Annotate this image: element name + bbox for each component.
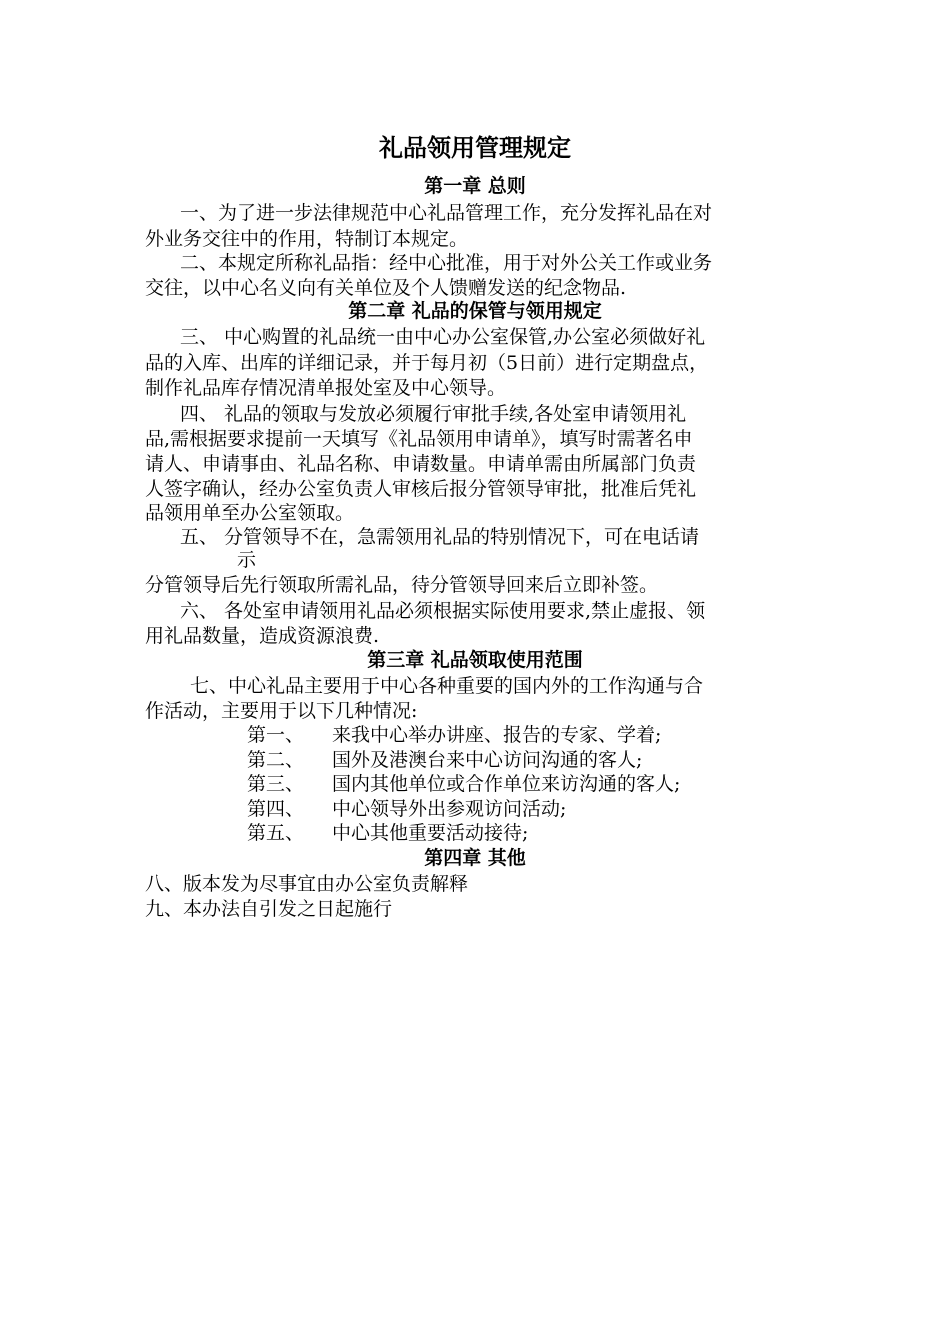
list-item-3-number: 第三、 — [247, 773, 305, 795]
clause-8-line-1: 八、版本发为尽事宜由办公室负责解释 — [145, 873, 469, 895]
clause-5-line-1: 五、 分管领导不在，急需领用礼品的特别情况下，可在电话请 — [180, 526, 700, 548]
list-item-4-text: 中心领导外出参观访问活动; — [332, 798, 567, 820]
list-item-2-number: 第二、 — [247, 749, 305, 771]
clause-2-line-2: 交往，以中心名义向有关单位及个人馈赠发送的纪念物品. — [145, 277, 627, 299]
chapter-3-heading: 第三章 礼品领取使用范围 — [367, 649, 583, 671]
clause-6-line-2: 用礼品数量，造成资源浪费. — [145, 625, 380, 647]
list-item-5-text: 中心其他重要活动接待; — [332, 822, 529, 844]
clause-2-line-1: 二、本规定所称礼品指：经中心批准，用于对外公关工作或业务 — [180, 252, 713, 274]
document-title: 礼品领用管理规定 — [379, 134, 571, 162]
clause-3-line-2: 品的入库、出库的详细记录，并于每月初（5日前）进行定期盘点， — [145, 352, 709, 374]
clause-4-line-1: 四、 礼品的领取与发放必须履行审批手续,各处室申请领用礼 — [180, 403, 687, 425]
list-item-3-text: 国内其他单位或合作单位来访沟通的客人; — [332, 773, 681, 795]
clause-1-line-2: 外业务交往中的作用，特制订本规定。 — [145, 228, 469, 250]
clause-3-line-3: 制作礼品库存情况清单报处室及中心领导。 — [145, 377, 507, 399]
clause-7-line-1: 七、中心礼品主要用于中心各种重要的国内外的工作沟通与合 — [190, 675, 704, 697]
chapter-2-heading: 第二章 礼品的保管与领用规定 — [348, 300, 602, 322]
clause-4-line-5: 品领用单至办公室领取。 — [145, 502, 355, 524]
clause-9-line-1: 九、本办法自引发之日起施行 — [145, 898, 393, 920]
list-item-5-number: 第五、 — [247, 822, 305, 844]
clause-6-line-1: 六、 各处室申请领用礼品必须根据实际使用要求,禁止虚报、领 — [180, 600, 706, 622]
clause-1-line-1: 一、为了进一步法律规范中心礼品管理工作，充分发挥礼品在对 — [180, 202, 713, 224]
chapter-1-heading: 第一章 总则 — [424, 175, 526, 197]
clause-3-line-1: 三、 中心购置的礼品统一由中心办公室保管,办公室必须做好礼 — [180, 326, 706, 348]
chapter-4-heading: 第四章 其他 — [424, 847, 526, 869]
clause-4-line-3: 请人、申请事由、礼品名称、申请数量。申请单需由所属部门负责 — [145, 453, 697, 475]
list-item-4-number: 第四、 — [247, 798, 305, 820]
list-item-2-text: 国外及港澳台来中心访问沟通的客人; — [332, 749, 643, 771]
list-item-1-number: 第一、 — [247, 724, 305, 746]
clause-5-line-3: 分管领导后先行领取所需礼品，待分管领导回来后立即补签。 — [145, 574, 659, 596]
clause-4-line-2: 品,需根据要求提前一天填写《礼品领用申请单》，填写时需著名申 — [145, 428, 693, 450]
clause-5-line-2: 示 — [237, 549, 257, 571]
clause-7-line-2: 作活动，主要用于以下几种情况: — [145, 700, 418, 722]
clause-4-line-4: 人签字确认，经办公室负责人审核后报分管领导审批，批准后凭礼 — [145, 478, 697, 500]
list-item-1-text: 来我中心举办讲座、报告的专家、学着; — [332, 724, 662, 746]
